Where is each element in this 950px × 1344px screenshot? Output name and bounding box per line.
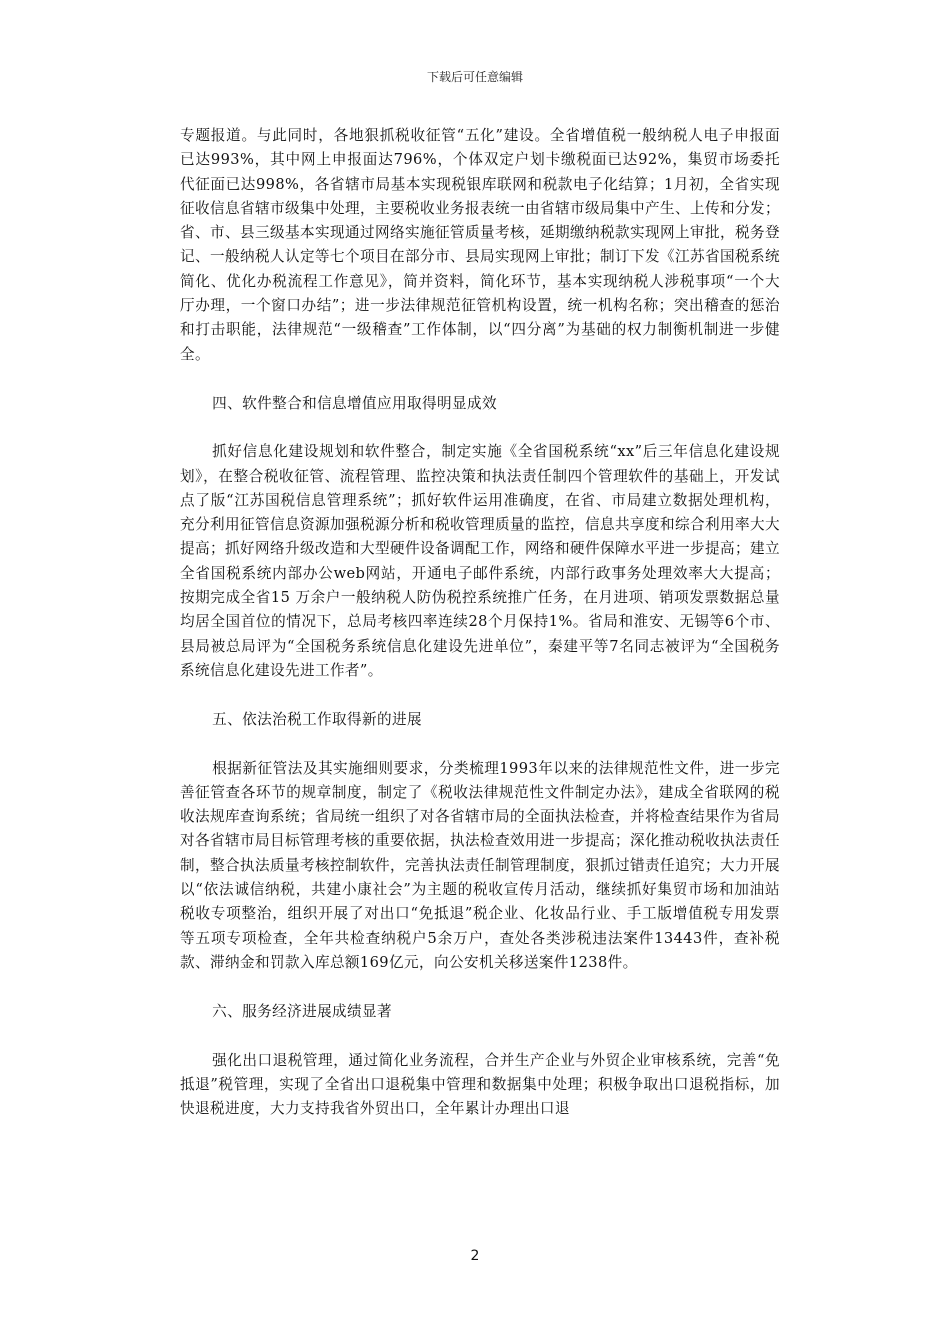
- section-heading-5: 五、依法治税工作取得新的进展: [212, 711, 423, 729]
- paragraph-4: 强化出口退税管理，通过简化业务流程，合并生产企业与外贸企业审核系统，完善“免抵退”税管理，实现了全省出口退税集中管理和数据集中处理；积极争取出口退税指标，加快退税进度，大力支持我省外贸出口，全年累计办理出口退: [180, 1051, 780, 1118]
- paragraph-2: 抓好信息化建设规划和软件整合，制定实施《全省国税系统“xx”后三年信息化建设规划》，在整合税收征管、流程管理、监控决策和执法责任制四个管理软件的基础上，开发试点了版“江苏国税信息管理系统”；抓好软件运用准确度，在省、市局建立数据处理机构，充分利用征管信息资源加强税源分析和税收管理质量的监控，信息共享度和综合利用率大大提高；抓好网络升级改造和大型硬件设备调配工作，网络和硬件保障水平进一步提高；建立全省国税系统内部办公web网站，开通电子邮件系统，内部行政事务处理效率大大提高；按期完成全省15 万余户一般纳税人防伪税控系统推广任务，在月进项、销项发票数据总量均居全国首位的情况下，总局考核四率连续28个月保持1%。省局和淮安、无锡等6个市、县局被总局评为“全国税务系统信息化建设先进单位”，秦建平等7名同志被评为“全国税务系统信息化建设先进工作者”。: [180, 443, 780, 679]
- document-body: [180, 124, 780, 1121]
- paragraph-1: 专题报道。与此同时，各地狠抓税收征管“五化”建设。全省增值税一般纳税人电子申报面已达993%，其中网上申报面达796%，个体双定户划卡缴税面已达92%，集贸市场委托代征面已达998%，各省辖市局基本实现税银库联网和税款电子化结算；1月初，全省实现征收信息省辖市级集中处理，主要税收业务报表统一由省辖市级局集中产生、上传和分发；省、市、县三级基本实现通过网络实施征管质量考核，延期缴纳税款实现网上审批，税务登记、一般纳税人认定等七个项目在部分市、县局实现网上审批；制订下发《江苏省国税系统简化、优化办税流程工作意见》，简并资料，简化环节，基本实现纳税人涉税事项“一个大厅办理，一个窗口办结”；进一步法律规范征管机构设置，统一机构名称；突出稽查的惩治和打击职能，法律规范“一级稽查”工作体制，以“四分离”为基础的权力制衡机制进一步健全。: [180, 127, 780, 363]
- page-number: 2: [470, 1248, 480, 1264]
- header-note: 下载后可任意编辑: [426, 70, 523, 84]
- paragraph-3: 根据新征管法及其实施细则要求，分类梳理1993年以来的法律规范性文件，进一步完善征管查各环节的规章制度，制定了《税收法律规范性文件制定办法》，建成全省联网的税收法规库查询系统；省局统一组织了对各省辖市局的全面执法检查，并将检查结果作为省局对各省辖市局目标管理考核的重要依据，执法检查效用进一步提高；深化推动税收执法责任制，整合执法质量考核控制软件，完善执法责任制管理制度，狠抓过错责任追究；大力开展以“依法诚信纳税，共建小康社会”为主题的税收宣传月活动，继续抓好集贸市场和加油站税收专项整治，组织开展了对出口“免抵退”税企业、化妆品行业、手工版增值税专用发票等五项专项检查，全年共检查纳税户5余万户，查处各类涉税违法案件13443件，查补税款、滞纳金和罚款入库总额169亿元，向公安机关移送案件1238件。: [180, 759, 780, 971]
- section-heading-6: 六、服务经济进展成绩显著: [212, 1003, 393, 1021]
- section-heading-4: 四、软件整合和信息增值应用取得明显成效: [212, 394, 497, 412]
